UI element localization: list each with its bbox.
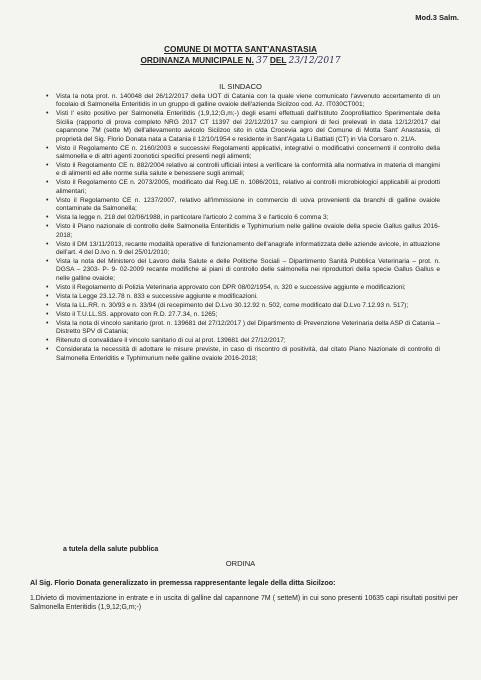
purpose-line: a tutela della salute pubblica xyxy=(63,546,159,553)
preamble-item: • Visto il T.U.LL.SS. approvato con R.D. 27.7.34, n. 1265; xyxy=(48,311,440,319)
municipality-title: COMUNE DI MOTTA SANT'ANASTASIA xyxy=(164,44,317,54)
order-paragraph-1: 1.Divieto di movimentazione in entrate e in uscita di galline dal capannone 7M ( setteM) in cui sono presenti 10635 capi risultati positivi per Salmonella Enteritidis (1,9,12;G,m;-) xyxy=(30,595,458,611)
preamble-item: • Visto il Regolamento CE n. 882/2004 relativo ai controlli ufficiali intesi a verificare la conformità alla normativa in materia di mangimi e di alimenti ed alle norme sulla salute e benessere sugli animali; xyxy=(48,162,440,179)
preamble-item: • Visti l' esito positivo per Salmonella Enteritidis (1,9,12;G,m;-) degli esami effettuati dall'Istituto Zooprofilattico Sperimentale della Sicilia (rapporto di prova completo NRG 2017 CT 11397 del 22/12/2017 su campioni di feci prelevati in data 12/12/2017 dal capannone 7M (sette M) dell'allevamento avicolo Sicilzoo sito in c/da Crocevia agro del Comune di Motta Sant' Anastasia, di proprietà del Sig. Florio Donata nata a Catania il 12/10/1954 e residente in Sant'Agata Li Battiati (CT) in Via Corsaro n. 21/A. xyxy=(48,110,440,144)
ordinance-date: 23/12/2017 xyxy=(288,56,341,66)
preamble-item: • Visto il DM 13/11/2013, recante modalità operative di funzionamento dell'anagrafe informatizzata delle aziende avicole, in attuazione dell'art. 4 del D.lvo n. 9 del 25/01/2010; xyxy=(48,241,440,258)
preamble-item: • Visto il Regolamento di Polizia Veterinaria approvato con DPR 08/02/1954, n. 320 e successive aggiunte e modificazioni; xyxy=(48,284,440,292)
preamble-item: • Visto il Regolamento CE n. 1237/2007, relativo all'immissione in commercio di uova provenienti da branchi di galline ovaiole contaminate da Salmonella; xyxy=(48,197,440,214)
section-heading-sindaco: IL SINDACO xyxy=(219,82,262,91)
section-heading-ordina: ORDINA xyxy=(225,559,256,568)
ordinance-line xyxy=(0,55,481,66)
preamble-item: • Vista la nota del Ministero del Lavoro della Salute e delle Politiche Sociali – Dipartimento Sanità Pubblica Veterinaria – prot. n. DGSA – 2303- P- 9- 02-2009 recante modifiche ai piani di controllo delle salmonella nei riproduttori della specie Gallus Gallus e nelle galline ovaiole; xyxy=(48,258,440,283)
preamble-item: • Visto il Piano nazionale di controllo delle Salmonella Enteritidis e Typhimurium nelle galline ovaiole della specie Gallus gallus 2016-2018; xyxy=(48,223,440,240)
preamble-item: • Ritenuto di convalidare il vincolo sanitario di cui al prot. 139681 del 27/12/2017; xyxy=(48,337,440,345)
preamble-item: • Vista la nota prot. n. 140048 del 26/12/2017 della UOT di Catania con la quale viene comunicato l'avvenuto accertamento di un focolaio di Salmonella Enteritidis in un gruppo di galline ovaiole dell'azienda Sicilzoo cod. Az. IT030CT001; xyxy=(48,93,440,110)
preamble-item: • Vista la legge n. 218 del 02/06/1988, in particolare l'articolo 2 comma 3 e l'articolo 6 comma 3; xyxy=(48,214,440,222)
preamble-item: • Visto il Regolamento CE n. 2160/2003 e successivi Regolamenti applicativi, integrativi o modificativi concernenti il controllo della salmonella e di altri agenti zoonotici specifici presenti negli alimenti; xyxy=(48,145,440,162)
preamble-item: • Vista la Legge 23.12.78 n. 833 e successive aggiunte e modificazioni. xyxy=(48,293,440,301)
ordinance-number: 37 xyxy=(256,56,268,66)
preamble-item: • Considerata la necessità di adottare le misure previste, in caso di riscontro di positività, dal citato Piano Nazionale di controllo di Salmonella Enteriditis e Typhimurium nelle galline ovaiole 2016-2018; xyxy=(48,346,440,363)
addressee-line: Al Sig. Florio Donata generalizzato in premessa rappresentante legale della ditta Sicilzoo: xyxy=(30,578,336,587)
date-label: DEL xyxy=(269,55,287,65)
preamble-item: • Visto il Regolamento CE n. 2073/2005, modificato dal Reg.UE n. 1086/2011, relativo ai controlli microbiologici applicabili ai prodotti alimentari; xyxy=(48,179,440,196)
preamble-item: • Vista la nota di vincolo sanitario (prot. n. 139681 del 27/12/2017 ) del Dipartimento di Prevenzione Veterinaria della ASP di Catania – Distretto SPV di Catania; xyxy=(48,320,440,337)
preamble-list xyxy=(48,93,440,364)
ordinance-label: ORDINANZA MUNICIPALE N. xyxy=(140,55,254,65)
preamble-item: • Vista la LL.RR. n. 30/93 e n. 33/94 (di recepimento del D.Lvo 30.12.92 n. 502, come modificato dal D.Lvo 7.12.93 n. 517); xyxy=(48,302,440,310)
form-code: Mod.3 Salm. xyxy=(415,13,459,22)
